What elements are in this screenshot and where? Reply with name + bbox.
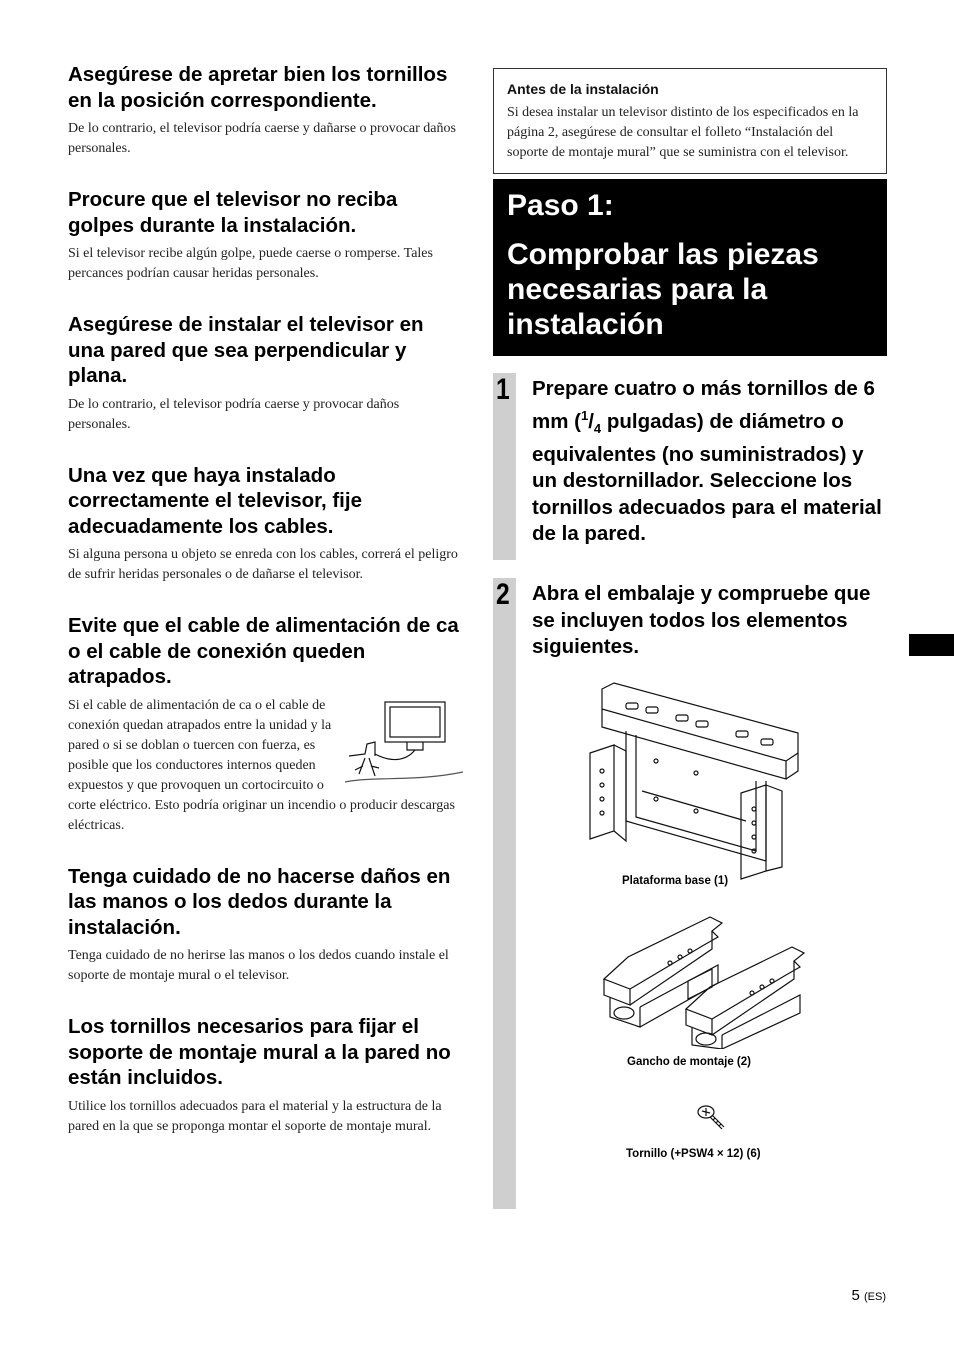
page-language: (ES)	[864, 1291, 886, 1303]
fraction-slash: /	[588, 409, 594, 433]
fraction-denominator: 4	[593, 420, 602, 436]
step-text: Abra el embalaje y compruebe que se incluyen todos los elementos siguientes.	[532, 582, 871, 658]
step-header	[493, 179, 887, 356]
note-title: Antes de la instalación	[507, 81, 659, 97]
section-body: Utilice los tornillos adecuados para el material y la estructura de la pared en la que se proponga montar el soporte de montaje mural.	[68, 1098, 442, 1134]
section-body: De lo contrario, el televisor podría caerse y dañarse o provocar daños personales.	[68, 121, 456, 156]
base-platform-illustration	[586, 681, 806, 881]
step-number: 2	[496, 578, 510, 611]
step-text	[532, 373, 887, 548]
section-body: Si el televisor recibe algún golpe, puede caerse o romperse. Tales percances podrían causar heridas personales.	[68, 246, 433, 281]
section-body: Si alguna persona u objeto se enreda con los cables, correrá el peligro de sufrir heridas personales o de dañarse el televisor.	[68, 547, 458, 582]
section-screws-not-included	[68, 1014, 463, 1137]
section-heading: Evite que el cable de alimentación de ca o el cable de conexión queden atrapados.	[68, 614, 459, 688]
parts-illustrations	[516, 681, 887, 1191]
mounting-hooks-illustration	[600, 909, 810, 1049]
step-item-1	[493, 373, 887, 560]
section-body-with-illustration	[68, 696, 463, 836]
part-caption: Tornillo (+PSW4 × 12) (6)	[626, 1147, 761, 1160]
section-pinched-cables	[68, 613, 463, 836]
part-caption: Plataforma base (1)	[622, 874, 729, 887]
step-title: Comprobar las piezas necesarias para la instalación	[507, 238, 819, 341]
note-body: Si desea instalar un televisor distinto de los especificados en la página 2, asegúrese de consultar el folleto “Instalación del soporte de montaje mural” que se suministra con el televisor.	[507, 105, 859, 160]
section-flat-wall	[68, 312, 463, 435]
page-number	[851, 1287, 886, 1304]
step-item-2	[493, 578, 887, 1209]
step-bar	[493, 578, 516, 1209]
section-heading: Asegúrese de instalar el televisor en una pared que sea perpendicular y plana.	[68, 313, 424, 387]
screw-illustration	[696, 1103, 726, 1133]
step-label: Paso 1:	[507, 189, 614, 222]
section-body: Tenga cuidado de no herirse las manos o los dedos cuando instale el soporte de montaje mural o el televisor.	[68, 948, 449, 983]
section-secure-cables	[68, 463, 463, 586]
fraction-numerator: 1	[580, 407, 589, 423]
step-text-part: pulgadas) de diámetro o equivalentes (no suministrados) y un destornillador. Seleccione los tornillos adecuados para el material de la pared.	[532, 409, 882, 546]
section-hands-care	[68, 864, 463, 987]
section-tab-marker	[909, 634, 954, 656]
section-heading: Los tornillos necesarios para fijar el soporte de montaje mural a la pared no están incluidos.	[68, 1015, 451, 1089]
page-number-value: 5	[851, 1287, 860, 1304]
before-installation-note	[493, 68, 887, 174]
step-text-part: Prepare cuatro o más tornillos de 6 mm (	[532, 377, 875, 433]
section-heading: Asegúrese de apretar bien los tornillos en la posición correspondiente.	[68, 63, 448, 112]
right-column	[493, 68, 887, 1209]
part-caption: Gancho de montaje (2)	[627, 1055, 751, 1068]
step-list	[493, 373, 887, 1209]
section-heading: Procure que el televisor no reciba golpes durante la instalación.	[68, 188, 398, 237]
section-avoid-shocks	[68, 187, 463, 284]
section-body: De lo contrario, el televisor podría caerse y provocar daños personales.	[68, 396, 400, 432]
left-column	[68, 62, 463, 1165]
section-heading: Tenga cuidado de no hacerse daños en las manos o los dedos durante la instalación.	[68, 864, 451, 939]
section-body: Si el cable de alimentación de ca o el cable de conexión quedan atrapados entre la unidad y la pared o si se doblan o tuercen con fuerza, es posible que los conductores internos queden expuestos y que provoquen un cortocircuito o corte eléctrico. Esto podría originar un incendio o producir descargas eléctricas.	[68, 697, 455, 833]
section-heading: Una vez que haya instalado correctamente el televisor, fije adecuadamente los cables.	[68, 463, 362, 538]
section-tighten-screws	[68, 62, 463, 159]
step-number: 1	[496, 373, 510, 406]
tv-cable-pinch-illustration	[345, 696, 463, 788]
